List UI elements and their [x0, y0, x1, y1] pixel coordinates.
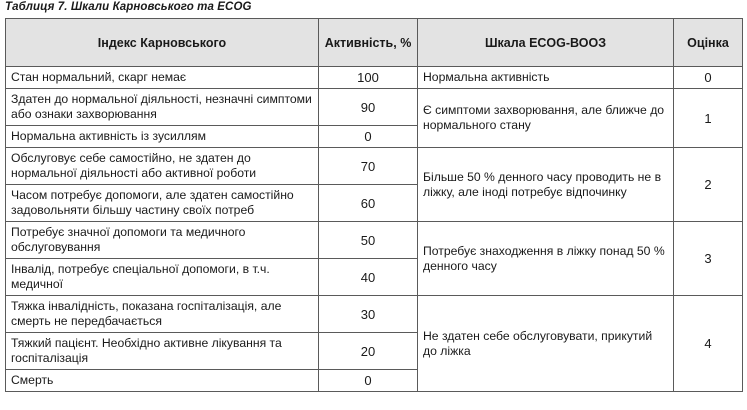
activity-value: 0	[319, 370, 418, 392]
table-row	[6, 148, 743, 185]
ecog-score: 1	[674, 89, 743, 148]
header-activity: Активність, %	[319, 19, 418, 67]
activity-value: 0	[319, 126, 418, 148]
table-row	[6, 296, 743, 333]
activity-value: 60	[319, 185, 418, 222]
table-row	[6, 222, 743, 259]
ecog-text: Не здатен себе обслуговувати, прикутий до ліжка	[418, 296, 674, 392]
ecog-text: Є симптоми захворювання, але ближче до нормального стану	[418, 89, 674, 148]
karnofsky-text: Тяжка інвалідність, показана госпіталізація, але смерть не передбачається	[6, 296, 319, 333]
ecog-score: 4	[674, 296, 743, 392]
table-row	[6, 67, 743, 89]
ecog-score: 2	[674, 148, 743, 222]
activity-value: 70	[319, 148, 418, 185]
header-karnofsky: Індекс Карновського	[6, 19, 319, 67]
karnofsky-text: Часом потребує допомоги, але здатен самостійно задовольняти більшу частину своїх потреб	[6, 185, 319, 222]
karnofsky-text: Смерть	[6, 370, 319, 392]
karnofsky-text: Стан нормальний, скарг немає	[6, 67, 319, 89]
ecog-score: 0	[674, 67, 743, 89]
activity-value: 30	[319, 296, 418, 333]
activity-value: 40	[319, 259, 418, 296]
ecog-text: Більше 50 % денного часу проводить не в ліжку, але іноді потребує відпочинку	[418, 148, 674, 222]
ecog-text: Потребує знаходження в ліжку понад 50 % денного часу	[418, 222, 674, 296]
karnofsky-ecog-table	[5, 18, 743, 392]
karnofsky-text: Інвалід, потребує спеціальної допомоги, в т.ч. медичної	[6, 259, 319, 296]
karnofsky-text: Потребує значної допомоги та медичного обслуговування	[6, 222, 319, 259]
karnofsky-text: Тяжкий пацієнт. Необхідно активне лікування та госпіталізація	[6, 333, 319, 370]
ecog-text: Нормальна активність	[418, 67, 674, 89]
karnofsky-text: Обслуговує себе самостійно, не здатен до нормальної діяльності або активної роботи	[6, 148, 319, 185]
karnofsky-text: Нормальна активність із зусиллям	[6, 126, 319, 148]
activity-value: 20	[319, 333, 418, 370]
header-ecog: Шкала ECOG-ВООЗ	[418, 19, 674, 67]
ecog-score: 3	[674, 222, 743, 296]
activity-value: 50	[319, 222, 418, 259]
karnofsky-text: Здатен до нормальної діяльності, незначні симптоми або ознаки захворювання	[6, 89, 319, 126]
table-caption: Таблиця 7. Шкали Карновського та ECOG	[5, 1, 252, 13]
activity-value: 90	[319, 89, 418, 126]
header-row	[6, 19, 743, 67]
table-row	[6, 89, 743, 126]
activity-value: 100	[319, 67, 418, 89]
header-score: Оцінка	[674, 19, 743, 67]
